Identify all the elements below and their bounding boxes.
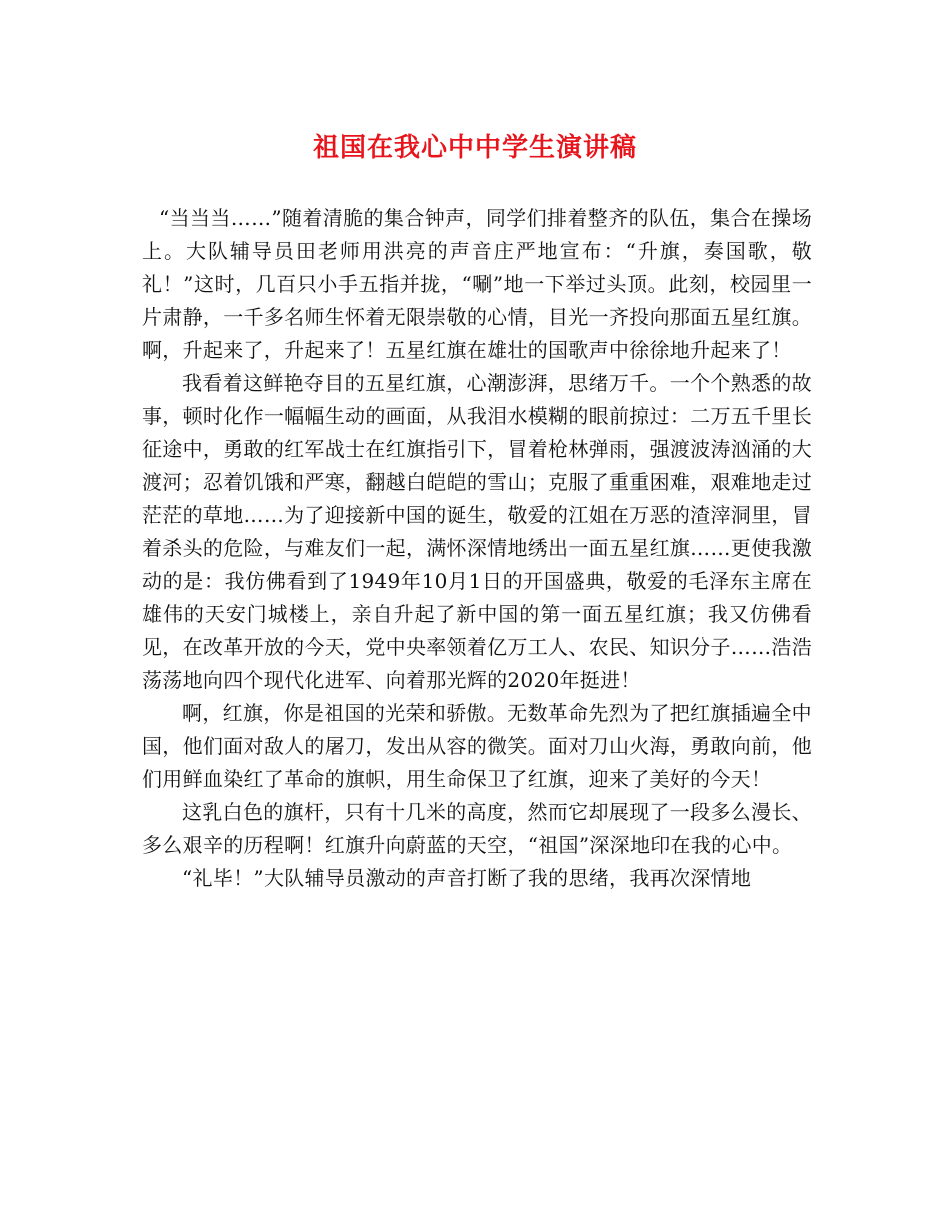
document-body bbox=[142, 202, 812, 895]
paragraph-3: 啊，红旗，你是祖国的光荣和骄傲。无数革命先烈为了把红旗插遍全中国，他们面对敌人的屠刀，发出从容的微笑。面对刀山火海，勇敢向前，他们用鲜血染红了革命的旗帜，用生命保卫了红旗，迎来了美好的今天！ bbox=[142, 701, 812, 791]
paragraph-2: 我看着这鲜艳夺目的五星红旗，心潮澎湃，思绪万千。一个个熟悉的故事，顿时化作一幅幅生动的画面，从我泪水模糊的眼前掠过：二万五千里长征途中，勇敢的红军战士在红旗指引下，冒着枪林弹雨，强渡波涛汹涌的大渡河；忍着饥饿和严寒，翻越白皑皑的雪山；克服了重重困难，艰难地走过茫茫的草地……为了迎接新中国的诞生，敬爱的江姐在万恶的渣滓洞里，冒着杀头的危险，与难友们一起，满怀深情地绣出一面五星红旗……更使我激动的是：我仿佛看到了1949年10月1日的开国盛典，敬爱的毛泽东主席在雄伟的天安门城楼上，亲自升起了新中国的第一面五星红旗；我又仿佛看见，在改革开放的今天，党中央率领着亿万工人、农民、知识分子……浩浩荡荡地向四个现代化进军、向着那光辉的2020年挺进！ bbox=[142, 371, 812, 692]
page-title: 祖国在我心中中学生演讲稿 bbox=[312, 133, 637, 163]
paragraph-4: 这乳白色的旗杆，只有十几米的高度，然而它却展现了一段多么漫长、多么艰辛的历程啊！红旗升向蔚蓝的天空，“祖国”深深地印在我的心中。 bbox=[142, 800, 812, 857]
paragraph-1: “当当当……”随着清脆的集合钟声，同学们排着整齐的队伍，集合在操场上。大队辅导员田老师用洪亮的声音庄严地宣布：“升旗，奏国歌，敬礼！”这时，几百只小手五指并拢，“唰”地一下举过头顶。此刻，校园里一片肃静，一千多名师生怀着无限崇敬的心情，目光一齐投向那面五星红旗。啊，升起来了，升起来了！五星红旗在雄壮的国歌声中徐徐地升起来了！ bbox=[142, 206, 812, 362]
paragraph-5: “礼毕！”大队辅导员激动的声音打断了我的思绪，我再次深情地 bbox=[182, 866, 752, 890]
